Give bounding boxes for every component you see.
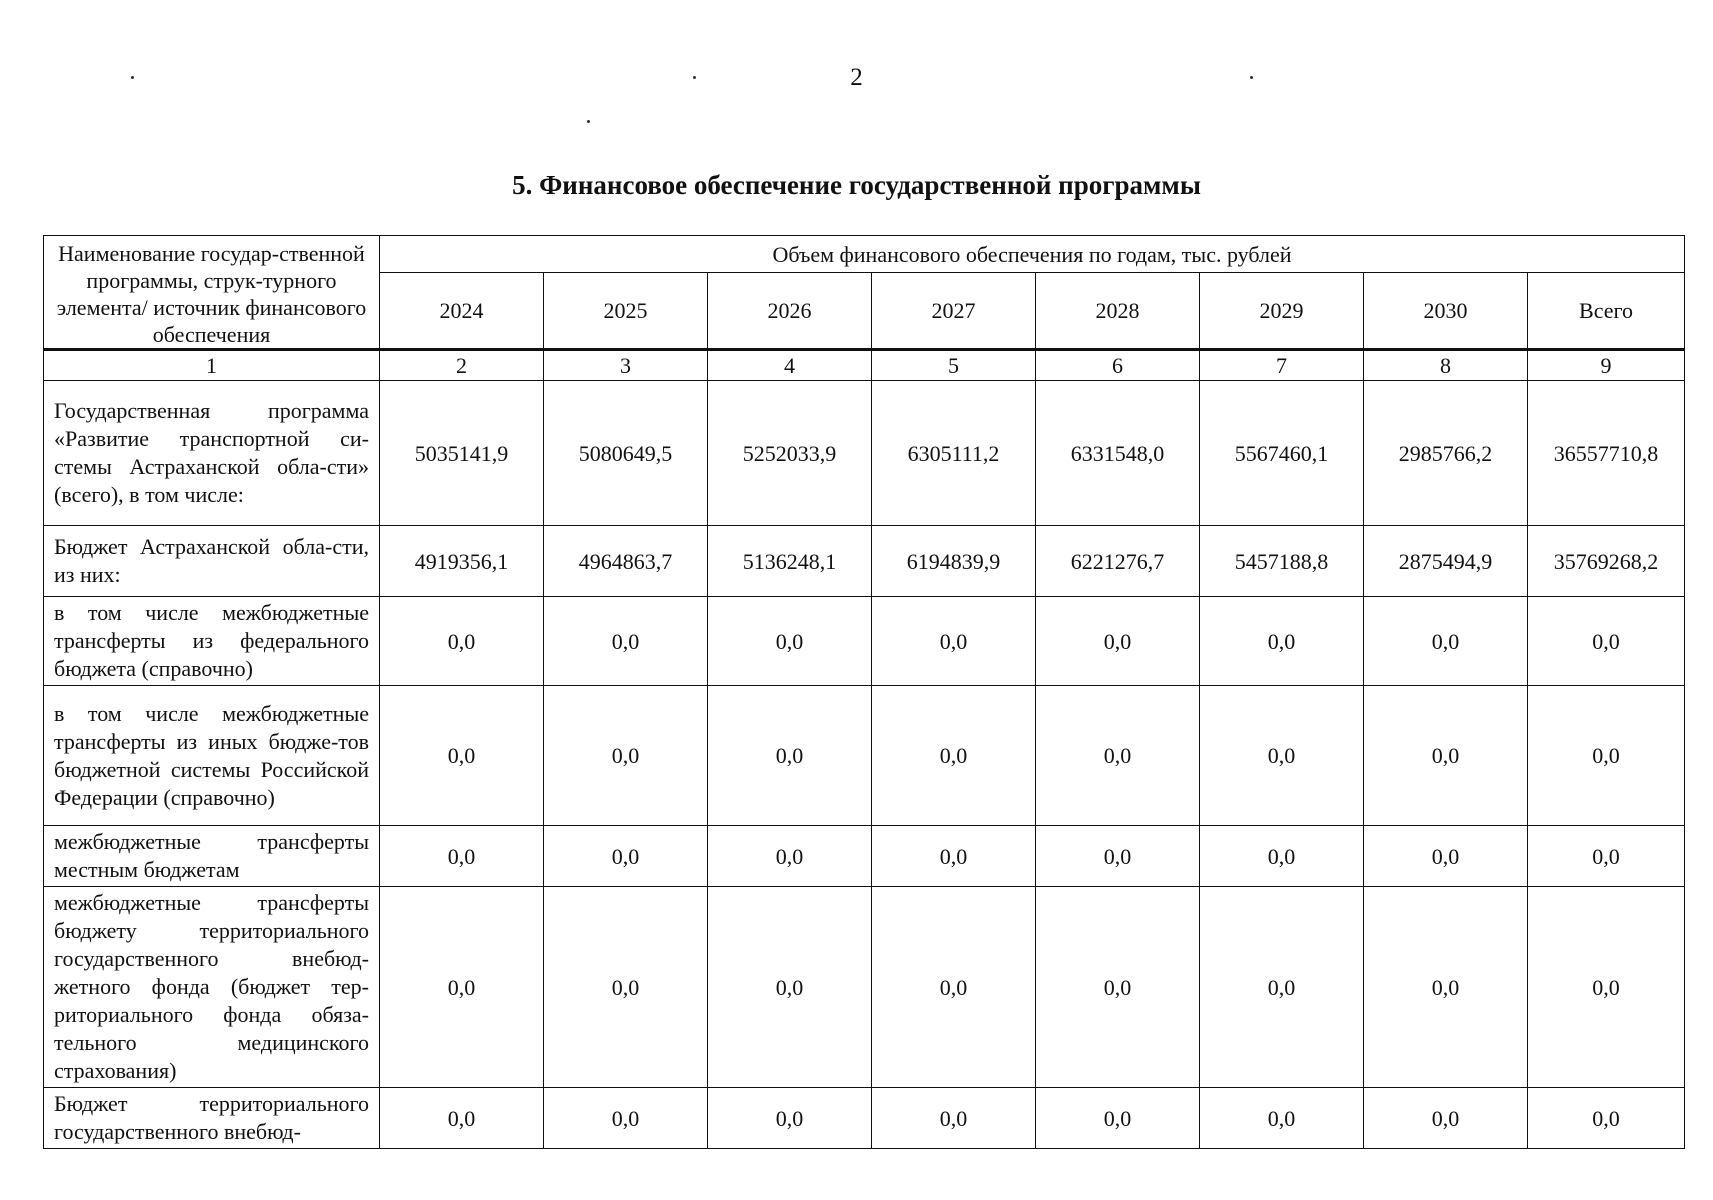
row-name: Бюджет Астраханской обла-сти, из них: [44, 526, 380, 597]
table-row [44, 526, 1685, 597]
year-header: 2024 [380, 273, 544, 350]
header-group-cell: Объем финансового обеспечения по годам, тыс. рублей [380, 236, 1685, 273]
row-value: 0,0 [544, 686, 708, 826]
row-value: 0,0 [380, 887, 544, 1088]
row-value: 2985766,2 [1364, 381, 1528, 526]
section-title: 5. Финансовое обеспечение государственной программы [512, 170, 1201, 200]
row-value: 5567460,1 [1200, 381, 1364, 526]
row-value: 5252033,9 [708, 381, 872, 526]
row-value: 0,0 [1036, 826, 1200, 887]
row-value: 4964863,7 [544, 526, 708, 597]
row-total-value: 0,0 [1528, 686, 1685, 826]
row-name: межбюджетные трансферты местным бюджетам [44, 826, 380, 887]
row-value: 0,0 [708, 826, 872, 887]
row-value: 0,0 [708, 597, 872, 686]
column-number: 7 [1200, 350, 1364, 381]
table-row [44, 597, 1685, 686]
column-number: 1 [44, 350, 380, 381]
row-value: 5080649,5 [544, 381, 708, 526]
row-value: 0,0 [1200, 826, 1364, 887]
column-number: 3 [544, 350, 708, 381]
row-value: 0,0 [380, 826, 544, 887]
row-value: 0,0 [1036, 887, 1200, 1088]
scan-speck [693, 76, 696, 79]
row-total-value: 0,0 [1528, 1088, 1685, 1149]
row-value: 0,0 [708, 1088, 872, 1149]
table-row [44, 381, 1685, 526]
row-value: 0,0 [544, 1088, 708, 1149]
row-value: 0,0 [1200, 887, 1364, 1088]
row-value: 0,0 [380, 686, 544, 826]
row-value: 0,0 [1364, 887, 1528, 1088]
header-name-cell: Наименование государ-ственной программы, струк-турного элемента/ источник финансового обеспечения [44, 236, 380, 350]
year-header: 2028 [1036, 273, 1200, 350]
row-name: Государственная программа «Развитие транспортной си-стемы Астраханской обла-сти» (всего), в том числе: [44, 381, 380, 526]
row-value: 0,0 [872, 887, 1036, 1088]
row-value: 0,0 [872, 1088, 1036, 1149]
row-value: 0,0 [872, 597, 1036, 686]
row-total-value: 0,0 [1528, 826, 1685, 887]
row-value: 0,0 [1364, 686, 1528, 826]
row-value: 0,0 [1200, 686, 1364, 826]
row-value: 0,0 [1364, 826, 1528, 887]
row-total-value: 36557710,8 [1528, 381, 1685, 526]
row-value: 0,0 [1364, 597, 1528, 686]
row-total-value: 0,0 [1528, 597, 1685, 686]
column-number: 5 [872, 350, 1036, 381]
row-value: 5136248,1 [708, 526, 872, 597]
row-value: 6331548,0 [1036, 381, 1200, 526]
row-value: 0,0 [1036, 686, 1200, 826]
column-number: 2 [380, 350, 544, 381]
row-value: 5035141,9 [380, 381, 544, 526]
column-number: 4 [708, 350, 872, 381]
row-value: 6305111,2 [872, 381, 1036, 526]
row-value: 0,0 [1036, 597, 1200, 686]
row-value: 0,0 [380, 1088, 544, 1149]
year-header: 2030 [1364, 273, 1528, 350]
row-value: 0,0 [1200, 1088, 1364, 1149]
row-value: 0,0 [872, 826, 1036, 887]
header-row-group [44, 236, 1685, 273]
row-value: 5457188,8 [1200, 526, 1364, 597]
row-value: 6194839,9 [872, 526, 1036, 597]
scan-speck [131, 76, 134, 79]
row-name: в том числе межбюджетные трансферты из федерального бюджета (справочно) [44, 597, 380, 686]
column-number: 9 [1528, 350, 1685, 381]
table-row [44, 1088, 1685, 1149]
column-number-row [44, 350, 1685, 381]
scan-speck [587, 120, 590, 123]
column-number: 6 [1036, 350, 1200, 381]
row-value: 0,0 [1200, 597, 1364, 686]
year-header: 2026 [708, 273, 872, 350]
column-number: 8 [1364, 350, 1528, 381]
row-value: 0,0 [380, 597, 544, 686]
page-number: 2 [850, 64, 863, 91]
row-name: межбюджетные трансферты бюджету территориального государственного внебюд-жетного фонда (бюджет тер-риториального фонда обяза-тельного медицинского страхования) [44, 887, 380, 1088]
year-header: 2029 [1200, 273, 1364, 350]
row-value: 0,0 [708, 887, 872, 1088]
year-header: 2027 [872, 273, 1036, 350]
row-value: 0,0 [1364, 1088, 1528, 1149]
row-name: в том числе межбюджетные трансферты из иных бюдже-тов бюджетной системы Российской Федерации (справочно) [44, 686, 380, 826]
row-value: 4919356,1 [380, 526, 544, 597]
row-value: 6221276,7 [1036, 526, 1200, 597]
row-total-value: 35769268,2 [1528, 526, 1685, 597]
scan-speck [1250, 76, 1253, 79]
year-header: 2025 [544, 273, 708, 350]
row-value: 2875494,9 [1364, 526, 1528, 597]
table-row [44, 686, 1685, 826]
row-value: 0,0 [544, 887, 708, 1088]
row-value: 0,0 [544, 826, 708, 887]
table-row [44, 826, 1685, 887]
total-header: Всего [1528, 273, 1685, 350]
row-value: 0,0 [708, 686, 872, 826]
row-total-value: 0,0 [1528, 887, 1685, 1088]
row-value: 0,0 [544, 597, 708, 686]
financing-table [43, 235, 1685, 1149]
row-name: Бюджет территориального государственного внебюд- [44, 1088, 380, 1149]
row-value: 0,0 [1036, 1088, 1200, 1149]
table-row [44, 887, 1685, 1088]
row-value: 0,0 [872, 686, 1036, 826]
